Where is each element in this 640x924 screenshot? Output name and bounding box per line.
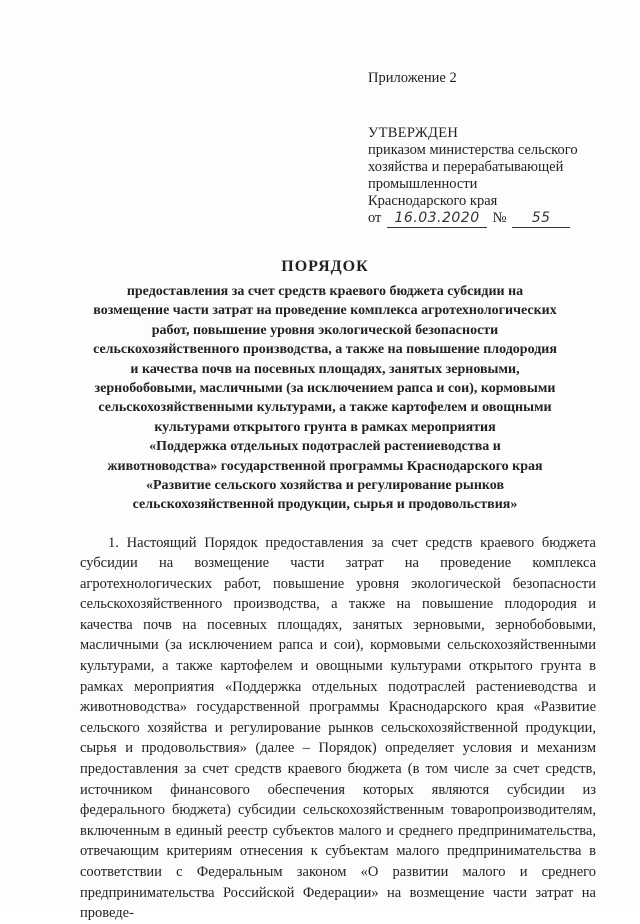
approval-line: Краснодарского края	[368, 193, 498, 209]
approval-line: приказом министерства сельского	[368, 142, 578, 158]
heading-line: работ, повышение уровня экологической безопасности	[151, 322, 499, 338]
heading-line: сельскохозяйственного производства, а также на повышение плодородия	[93, 342, 557, 358]
heading-line: культурами открытого грунта в рамках мероприятия	[154, 419, 496, 435]
handwritten-date: 16.03.2020	[387, 210, 487, 228]
heading-line: зернобобовыми, масличными (за исключением рапса и сои), кормовыми	[94, 381, 556, 397]
heading-line: возмещение части затрат на проведение комплекса агротехнологических	[93, 303, 557, 319]
heading-line: животноводства» государственной программы Краснодарского края	[107, 458, 543, 474]
handwritten-number: 55	[512, 210, 570, 228]
approved-label: УТВЕРЖДЕН	[368, 125, 459, 141]
appendix-label: Приложение 2	[368, 70, 457, 86]
heading-line: «Развитие сельского хозяйства и регулирование рынков	[145, 478, 505, 494]
approval-line: промышленности	[368, 176, 478, 192]
heading-line: «Поддержка отдельных подотраслей растениеводства и	[149, 439, 501, 455]
date-prefix: от	[368, 210, 382, 226]
heading-line: и качества почв на посевных площадях, занятых зерновыми,	[130, 361, 520, 377]
document-title: ПОРЯДОК	[281, 258, 369, 275]
order-date-line	[368, 210, 608, 228]
approval-block	[368, 70, 608, 228]
heading-line: предоставления за счет средств краевого бюджета субсидии на	[126, 284, 524, 299]
heading-line: сельскохозяйственной продукции, сырья и продовольствия»	[132, 497, 518, 513]
document-heading	[60, 258, 590, 515]
number-prefix: №	[492, 210, 507, 226]
paragraph-1: 1. Настоящий Порядок предоставления за счет средств краевого бюджета субсидии на возмещение части затрат на проведение комплекса агротехнологических работ, повышение уровня экологической безопасности сельскохозяйственного производства, а также на повышение плодородия и качества почв на посевных площадях, занятых зерновыми, зернобобовыми, масличными (за исключением рапса и сои), кормовыми сельскохозяйственными культурами, а также картофелем и овощными культурами открытого грунта в рамках мероприятия «Поддержка отдельных подотраслей растениеводства и животноводства» государственной программы Краснодарского края «Развитие сельского хозяйства и регулирование рынков сельскохозяйственной продукции, сырья и продовольствия» (далее – Порядок) определяет условия и механизм предоставления за счет средств краевого бюджета (в том числе за счет средств, источником финансового обеспечения которых являются субсидии из федерального бюджета) субсидии сельскохозяйственным товаропроизводителям, включенным в единый реестр субъектов малого и среднего предпринимательства, отвечающим критериям отнесения к субъектам малого предпринимательства в соответствии с Федеральным законом «О развитии малого и среднего предпринимательства Российской Федерации» на возмещение части затрат на проведе-	[80, 534, 596, 922]
approval-line: хозяйства и перерабатывающей	[368, 159, 564, 175]
heading-line: сельскохозяйственными культурами, а также картофелем и овощными	[98, 400, 552, 416]
